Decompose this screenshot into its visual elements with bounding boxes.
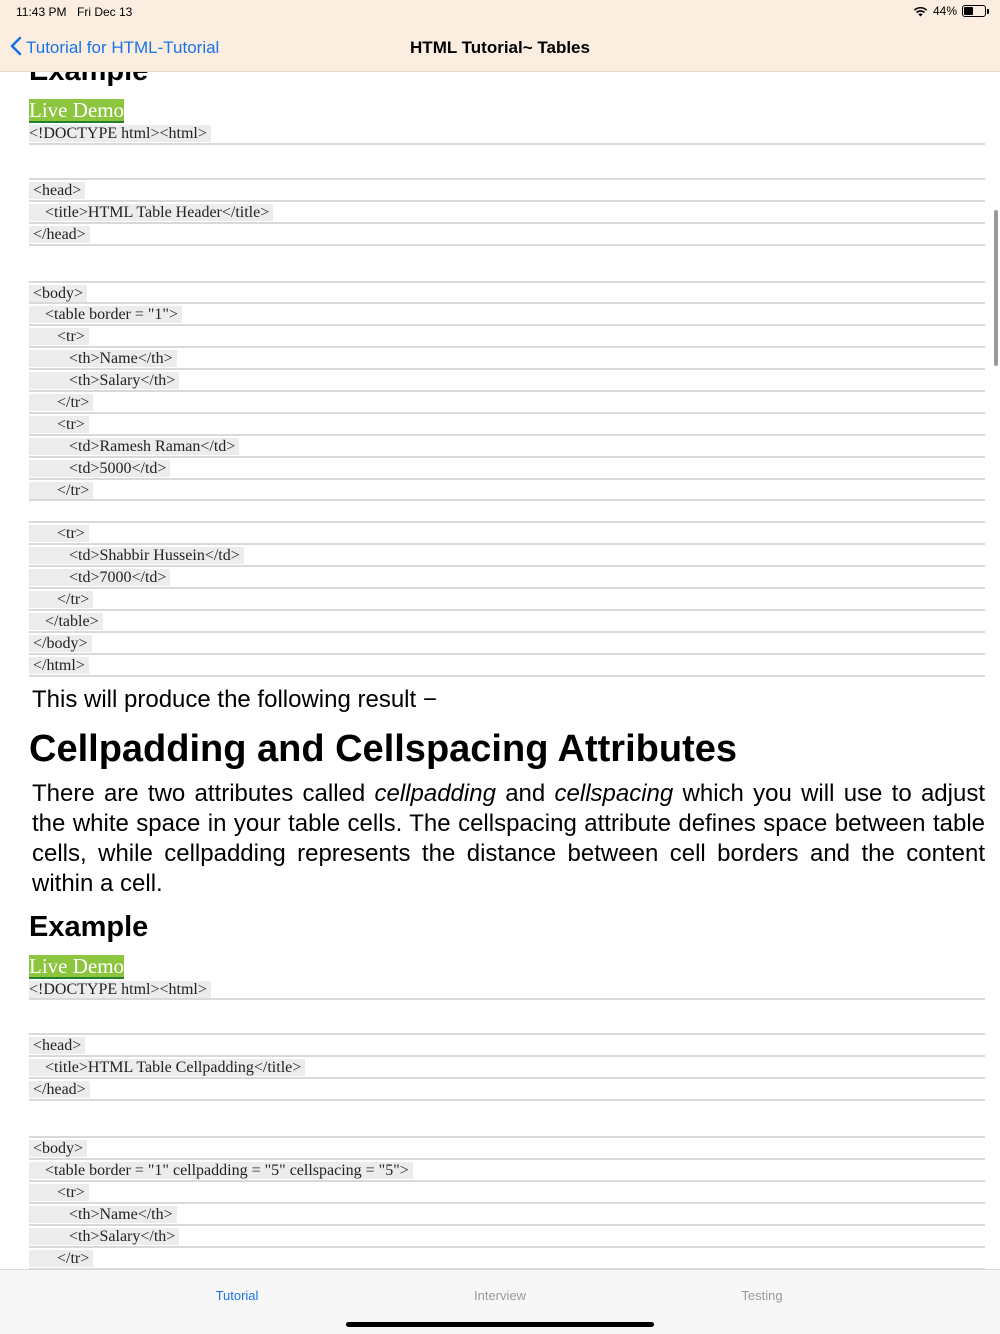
code-line [29,523,985,545]
code-text: <td>7000</td> [29,569,170,586]
code-line [29,1160,985,1182]
code-line [29,283,985,305]
code-text: <tr> [29,525,89,542]
code-line [29,304,985,326]
battery-icon [962,5,986,17]
code-line [29,1000,985,1035]
para-emphasis: cellspacing [554,779,674,807]
code-text: <td>5000</td> [29,460,170,477]
para-emphasis: cellpadding [374,779,496,807]
code-text: </body> [29,635,92,652]
code-text: <title>HTML Table Cellpadding</title> [29,1059,305,1076]
code-line [29,1182,985,1204]
section-paragraph [32,779,985,899]
code-line [29,123,985,145]
code-line [29,611,985,633]
code-line [29,1248,985,1270]
tab-bar [0,1269,1000,1334]
result-text: This will produce the following result − [32,685,437,713]
code-text: <th>Salary</th> [29,372,179,389]
example-heading: Example [29,910,149,943]
tab-testing[interactable]: Testing [741,1288,783,1303]
code-line [29,1138,985,1160]
code-text: </head> [29,226,90,243]
code-text: </tr> [29,591,93,608]
code-text: </head> [29,1081,90,1098]
code-line [29,246,985,283]
code-line [29,545,985,567]
code-text: <tr> [29,1184,89,1201]
code-text: </tr> [29,1250,93,1267]
code-line [29,180,985,202]
live-demo-link[interactable]: Live Demo [29,98,125,122]
code-block [29,123,985,677]
code-text: </tr> [29,394,93,411]
code-line [29,480,985,502]
code-line [29,589,985,611]
page-title: HTML Tutorial~ Tables [410,38,590,57]
code-line [29,1079,985,1101]
code-line [29,202,985,224]
code-line [29,655,985,677]
code-text: </html> [29,657,89,674]
code-text: <title>HTML Table Header</title> [29,204,273,221]
code-text: <head> [29,1037,85,1054]
scroll-indicator[interactable] [994,210,998,366]
status-indicators [913,4,986,18]
code-text: <!DOCTYPE html><html> [29,125,211,142]
status-time: 11:43 PM [16,5,67,19]
code-text: <tr> [29,416,89,433]
status-date: Fri Dec 13 [77,5,133,19]
code-text: <body> [29,1140,87,1157]
code-block [29,979,985,1270]
code-text: </tr> [29,482,93,499]
code-text: <table border = "1"> [29,306,182,323]
code-line [29,1226,985,1248]
code-line [29,501,985,523]
code-text: <body> [29,285,87,302]
code-line [29,348,985,370]
code-line [29,1035,985,1057]
code-text: <tr> [29,328,89,345]
tab-tutorial[interactable]: Tutorial [215,1288,259,1303]
code-text: <td>Ramesh Raman</td> [29,438,239,455]
code-line [29,370,985,392]
code-text: <th>Name</th> [29,350,177,367]
code-text: <!DOCTYPE html><html> [29,981,211,998]
code-text: </table> [29,613,103,630]
tutorial-content[interactable] [0,72,1000,1269]
para-text: There are two attributes called [32,779,375,807]
wifi-icon [913,6,928,17]
code-line [29,1057,985,1079]
para-text: which you will use to adjust the white space in your table cells. The cellspacing attribute defines space between table cells, while cellpadding represents the distance between cell borders and the content within a cell. [32,779,985,897]
code-text: <table border = "1" cellpadding = "5" cellspacing = "5"> [29,1162,413,1179]
code-line [29,1101,985,1138]
battery-percent: 44% [932,4,957,18]
code-line [29,436,985,458]
section-heading: Cellpadding and Cellspacing Attributes [29,727,737,770]
code-line [29,1204,985,1226]
para-text: and [495,779,555,807]
code-text: <head> [29,182,85,199]
code-text: <th>Name</th> [29,1206,177,1223]
back-label: Tutorial for HTML-Tutorial [26,38,220,57]
code-line [29,633,985,655]
code-line [29,979,985,1001]
code-text: <td>Shabbir Hussein</td> [29,547,244,564]
code-line [29,458,985,480]
tab-interview[interactable]: Interview [473,1288,527,1303]
home-indicator [346,1322,654,1327]
top-bar [0,0,1000,72]
code-line [29,224,985,246]
code-line [29,392,985,414]
code-line [29,145,985,180]
code-text: <th>Salary</th> [29,1228,179,1245]
live-demo-link[interactable]: Live Demo [29,953,125,978]
code-line [29,326,985,348]
code-line [29,414,985,436]
code-line [29,567,985,589]
